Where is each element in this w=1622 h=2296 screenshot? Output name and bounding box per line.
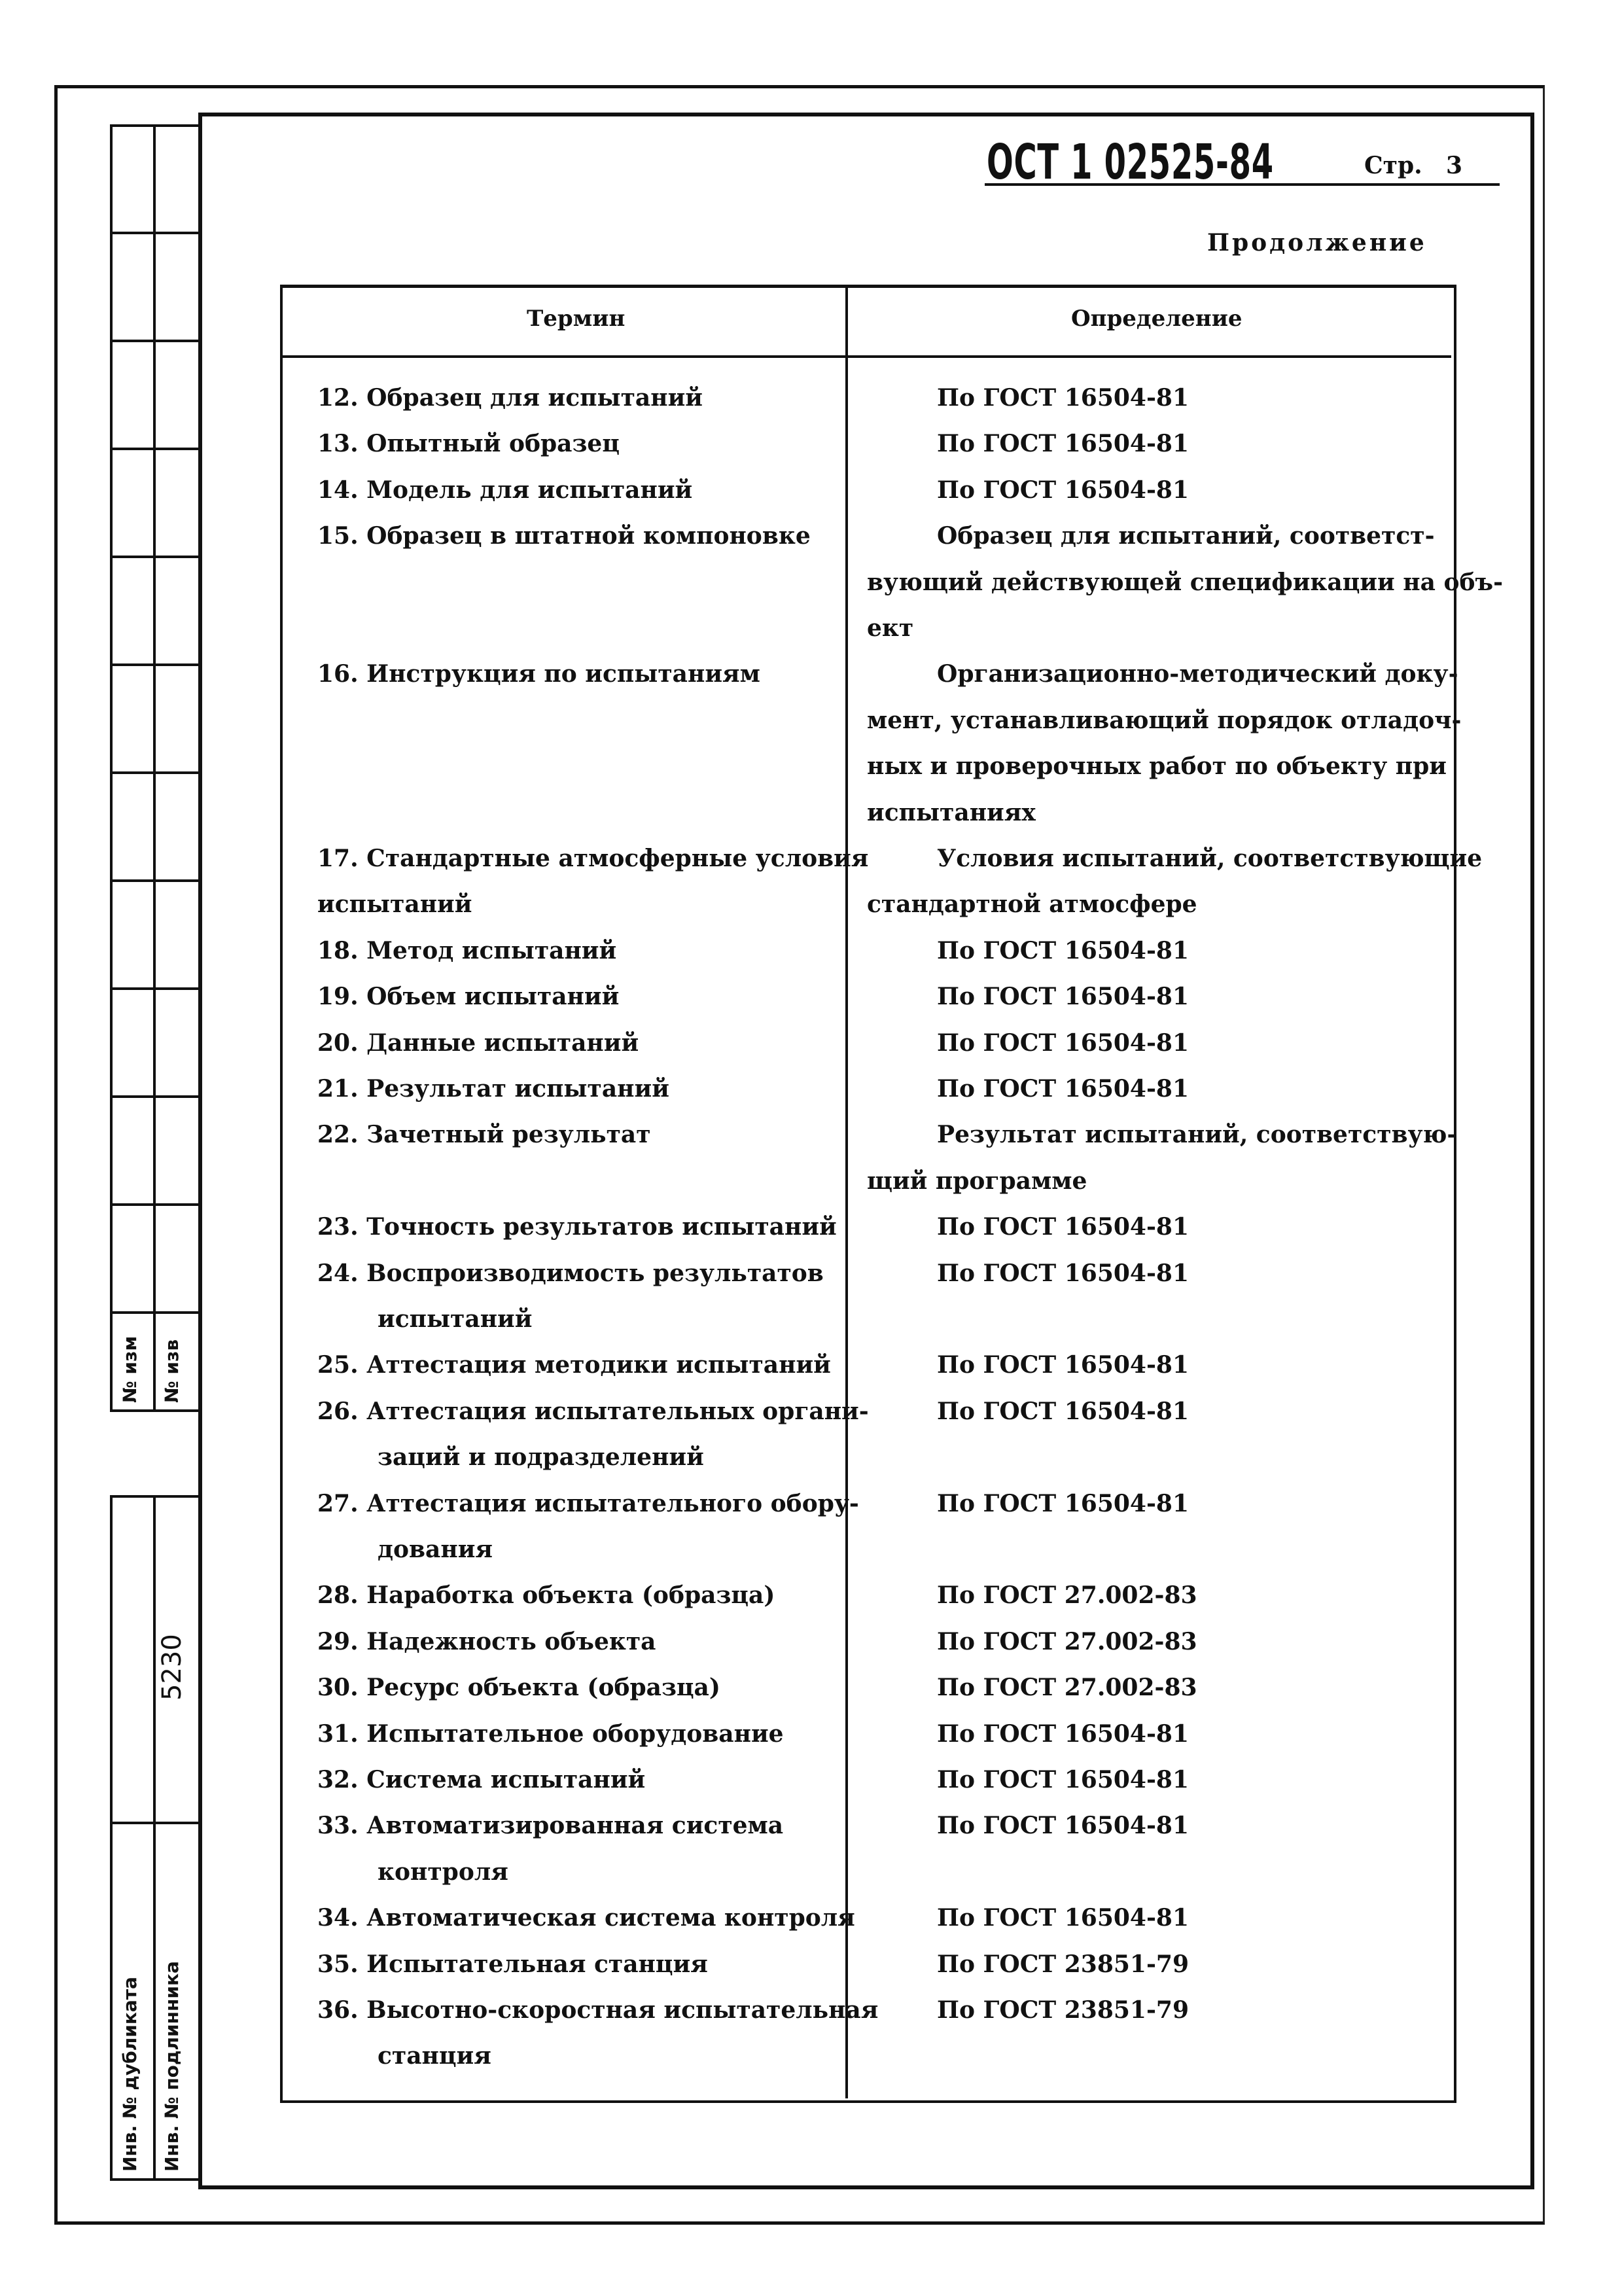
definition-text: Результат испытаний, соответствую- [937, 1121, 1457, 1149]
definition-text: По ГОСТ 16504-81 [937, 936, 1190, 964]
term-text: 22. Зачетный результат [317, 1121, 651, 1149]
term-text: 20. Данные испытаний [317, 1029, 639, 1057]
term-text: 13. Опытный образец [317, 430, 620, 458]
definition-text: По ГОСТ 16504-81 [937, 1075, 1190, 1103]
definition-text: По ГОСТ 23851-79 [937, 1950, 1190, 1978]
column-divider [845, 286, 848, 2098]
definition-text: По ГОСТ 27.002-83 [937, 1581, 1197, 1610]
term-text: 32. Система испытаний [317, 1766, 646, 1793]
column-header-definition: Определение [1071, 306, 1243, 332]
term-text: 12. Образец для испытаний [317, 384, 703, 412]
definition-text: Организационно-методический доку- [937, 660, 1458, 688]
term-text: 17. Стандартные атмосферные условия [317, 845, 869, 872]
term-text: 31. Испытательное оборудование [317, 1720, 784, 1748]
definition-text: По ГОСТ 27.002-83 [937, 1627, 1197, 1655]
definition-text: По ГОСТ 27.002-83 [937, 1674, 1197, 1702]
continuation-label: Продолжение [1207, 229, 1427, 256]
definition-text: По ГОСТ 23851-79 [937, 1996, 1190, 2024]
document-code: ОСТ 1 02525-84 [987, 134, 1274, 190]
definition-text: По ГОСТ 16504-81 [937, 430, 1190, 458]
term-text: 33. Автоматизированная система [317, 1812, 784, 1840]
term-text: заций и подразделений [378, 1443, 704, 1472]
definition-text: ект [867, 614, 914, 642]
definition-text: вующий действующей спецификации на объ- [867, 568, 1504, 596]
definition-text: По ГОСТ 16504-81 [937, 476, 1190, 504]
definition-text: По ГОСТ 16504-81 [937, 1397, 1190, 1425]
term-text: дования [378, 1536, 493, 1563]
term-text: 23. Точность результатов испытаний [317, 1213, 837, 1241]
original-inventory-label: Инв. № подлинника [161, 1961, 183, 2172]
definition-text: По ГОСТ 16504-81 [937, 1029, 1190, 1057]
term-text: 18. Метод испытаний [317, 936, 617, 964]
term-text: 28. Наработка объекта (образца) [317, 1581, 775, 1610]
term-text: 26. Аттестация испытательных органи- [317, 1397, 869, 1425]
term-text: контроля [378, 1858, 508, 1886]
inventory-stamp [110, 1495, 201, 2181]
header-divider [283, 355, 1451, 358]
term-text: 34. Автоматическая система контроля [317, 1904, 855, 1932]
definition-text: По ГОСТ 16504-81 [937, 1904, 1190, 1932]
term-text: станция [378, 2042, 491, 2070]
revision-stamp [110, 124, 201, 1412]
term-text: 24. Воспроизводимость результатов [317, 1259, 824, 1287]
term-text: 19. Объем испытаний [317, 983, 620, 1011]
header-rule [985, 183, 1500, 186]
column-header-term: Термин [527, 306, 626, 332]
term-text: 25. Аттестация методики испытаний [317, 1351, 831, 1379]
term-text: 27. Аттестация испытательного обору- [317, 1489, 859, 1517]
definition-text: ных и проверочных работ по объекту при [867, 752, 1447, 781]
term-text: 16. Инструкция по испытаниям [317, 660, 760, 688]
definition-text: По ГОСТ 16504-81 [937, 384, 1190, 412]
term-text: 15. Образец в штатной компоновке [317, 522, 811, 550]
definition-text: По ГОСТ 16504-81 [937, 1812, 1190, 1840]
term-text: 21. Результат испытаний [317, 1075, 669, 1103]
definition-text: Условия испытаний, соответствующие [937, 845, 1483, 872]
definition-text: По ГОСТ 16504-81 [937, 1489, 1190, 1517]
definition-text: мент, устанавливающий порядок отладоч- [867, 706, 1462, 734]
definition-text: По ГОСТ 16504-81 [937, 1259, 1190, 1287]
term-text: 36. Высотно-скоростная испытательная [317, 1996, 879, 2024]
term-text: испытаний [378, 1305, 533, 1333]
term-text: 35. Испытательная станция [317, 1950, 708, 1978]
definition-text: Образец для испытаний, соответст- [937, 522, 1435, 550]
duplicate-inventory-label: Инв. № дубликата [119, 1977, 141, 2172]
term-text: 29. Надежность объекта [317, 1627, 656, 1655]
change-number-label: № изм [119, 1335, 141, 1403]
definition-text: По ГОСТ 16504-81 [937, 1720, 1190, 1748]
definition-text: По ГОСТ 16504-81 [937, 983, 1190, 1011]
definition-text: По ГОСТ 16504-81 [937, 1351, 1190, 1379]
term-text: 30. Ресурс объекта (образца) [317, 1674, 720, 1702]
page-number: 3 [1446, 152, 1463, 179]
original-inventory-value: 5230 [157, 1634, 187, 1701]
term-text: испытаний [317, 891, 472, 919]
definition-text: испытаниях [867, 798, 1036, 826]
definition-text: щий программе [867, 1167, 1087, 1195]
definition-text: По ГОСТ 16504-81 [937, 1213, 1190, 1241]
notice-number-label: № изв [161, 1339, 183, 1403]
term-text: 14. Модель для испытаний [317, 476, 693, 504]
definition-text: стандартной атмосфере [867, 891, 1197, 919]
page-label: Стр. [1364, 152, 1422, 179]
definition-text: По ГОСТ 16504-81 [937, 1766, 1190, 1793]
